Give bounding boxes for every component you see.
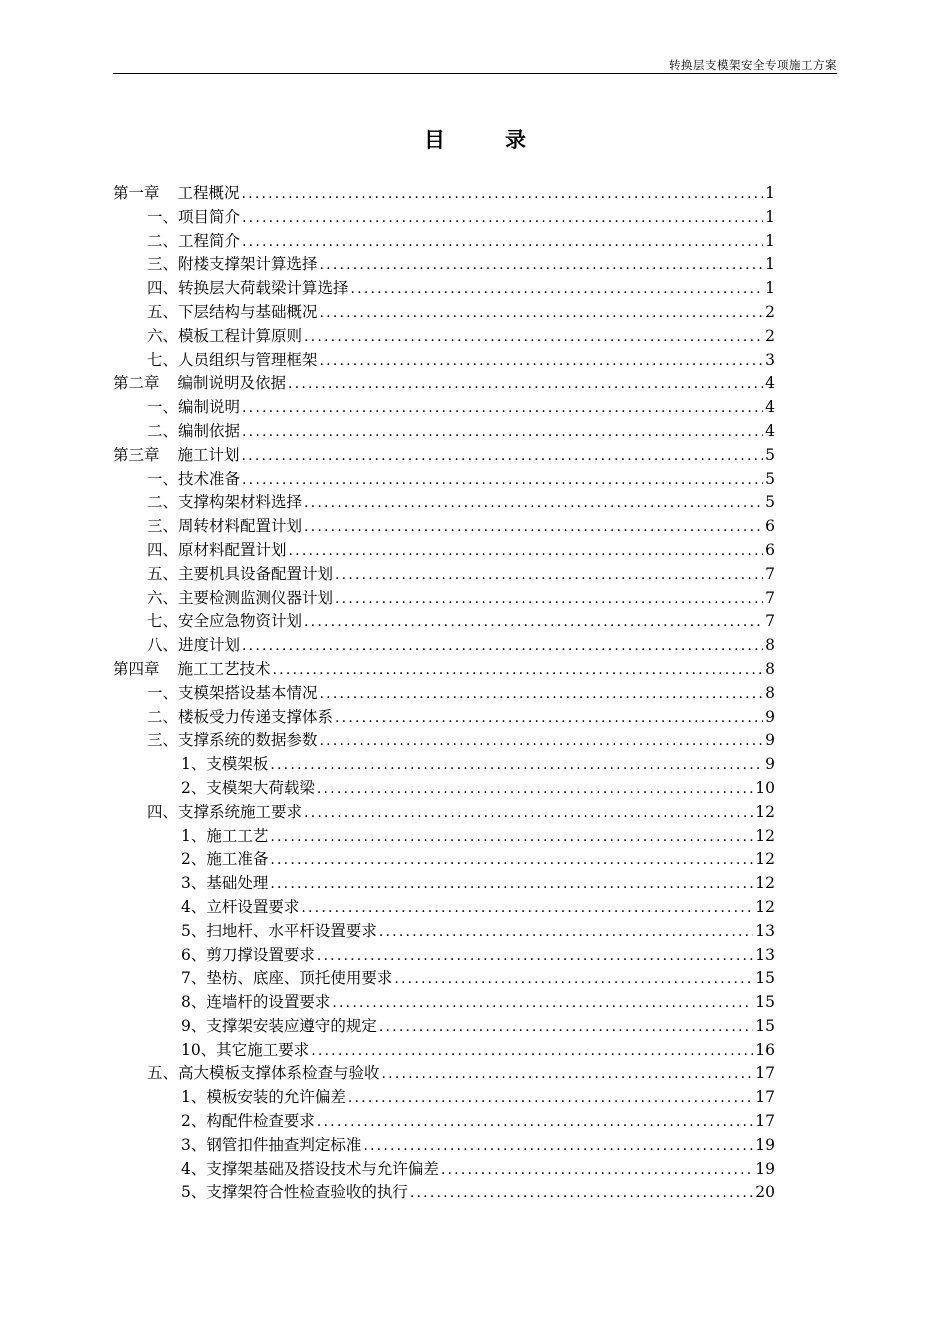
toc-page-number: 2	[765, 326, 775, 345]
toc-entry-title: 第四章	[113, 659, 160, 678]
toc-entry-title: 二、工程简介	[147, 231, 241, 250]
toc-entry-title: 三、附楼支撑架计算选择	[147, 255, 318, 274]
toc-page-number: 17	[755, 1112, 775, 1131]
toc-entry[interactable]	[113, 420, 775, 444]
toc-leader-dots	[441, 1159, 753, 1183]
toc-leader-dots	[311, 1040, 753, 1064]
toc-entry[interactable]	[113, 825, 775, 849]
toc-entry-title: 八、进度计划	[147, 636, 241, 655]
toc-entry-label	[113, 372, 286, 396]
toc-entry[interactable]	[113, 396, 775, 420]
toc-entry-label	[181, 825, 268, 849]
toc-entry-label	[147, 325, 302, 349]
toc-leader-dots	[304, 326, 763, 350]
toc-leader-dots	[289, 540, 764, 564]
toc-entry[interactable]	[113, 753, 775, 777]
toc-entry[interactable]	[113, 1181, 775, 1205]
toc-entry-title: 七、安全应急物资计划	[147, 612, 303, 631]
toc-chapter-title: 工程概况	[177, 184, 240, 202]
toc-page-number: 19	[755, 1159, 775, 1178]
toc-leader-dots	[288, 373, 763, 397]
toc-leader-dots	[335, 588, 763, 612]
toc-entry-title: 5、扫地杆、水平杆设置要求	[181, 921, 377, 940]
toc-page-number: 16	[755, 1040, 775, 1059]
toc-entry[interactable]	[113, 277, 775, 301]
toc-entry-label	[147, 634, 240, 658]
toc-entry-label	[147, 349, 318, 373]
toc-entry[interactable]	[113, 325, 775, 349]
toc-entry-label	[181, 872, 268, 896]
toc-leader-dots	[394, 968, 753, 992]
toc-chapter-title: 施工工艺技术	[177, 659, 271, 678]
toc-entry[interactable]	[113, 634, 775, 658]
toc-leader-dots	[320, 302, 764, 326]
toc-entry[interactable]	[113, 539, 775, 563]
toc-page-number: 1	[765, 255, 775, 274]
toc-entry[interactable]	[113, 1158, 775, 1182]
toc-leader-dots	[242, 445, 764, 469]
toc-leader-dots	[301, 897, 753, 921]
toc-entry[interactable]	[113, 801, 775, 825]
toc-page-number: 9	[765, 707, 775, 726]
toc-entry-label	[181, 944, 315, 968]
toc-entry-title: 4、支撑架基础及搭设技术与允许偏差	[181, 1159, 439, 1178]
toc-page-number: 4	[765, 398, 775, 417]
toc-entry-label	[147, 230, 240, 254]
toc-entry-label	[147, 587, 333, 611]
toc-page-number: 7	[765, 564, 775, 583]
toc-entry[interactable]	[113, 1086, 775, 1110]
toc-entry-label	[147, 468, 240, 492]
toc-entry-title: 3、钢管扣件抽查判定标准	[181, 1135, 362, 1154]
toc-entry-title: 5、支撑架符合性检查验收的执行	[181, 1183, 408, 1202]
toc-page-number: 2	[765, 302, 775, 321]
toc-entry-label	[147, 706, 333, 730]
toc-entry-title: 1、施工工艺	[181, 826, 269, 845]
toc-leader-dots	[320, 350, 764, 374]
toc-entry-title: 三、周转材料配置计划	[147, 517, 303, 536]
toc-entry-title: 六、主要检测监测仪器计划	[147, 588, 334, 607]
toc-entry-label	[147, 396, 240, 420]
toc-chapter-entry[interactable]	[113, 372, 775, 396]
toc-leader-dots	[332, 992, 753, 1016]
toc-leader-dots	[242, 635, 763, 659]
toc-entry-title: 三、支撑系统的数据参数	[147, 731, 318, 750]
toc-page-number: 10	[755, 778, 775, 797]
toc-entry-label	[113, 444, 240, 468]
toc-entry-label	[181, 753, 268, 777]
toc-entry[interactable]	[113, 1134, 775, 1158]
toc-entry[interactable]	[113, 1062, 775, 1086]
toc-entry-title: 五、下层结构与基础概况	[147, 302, 318, 321]
toc-entry[interactable]	[113, 1039, 775, 1063]
toc-entry-label	[147, 682, 318, 706]
toc-entry[interactable]	[113, 872, 775, 896]
toc-page-number: 1	[765, 279, 775, 298]
toc-page-number: 5	[765, 445, 775, 464]
toc-entry-label	[147, 563, 333, 587]
toc-page-number: 6	[765, 517, 775, 536]
toc-leader-dots	[304, 611, 763, 635]
toc-leader-dots	[242, 397, 763, 421]
toc-leader-dots	[317, 945, 753, 969]
toc-entry-title: 1、支模架板	[181, 755, 269, 774]
toc-entry-title: 6、剪刀撑设置要求	[181, 945, 315, 964]
toc-entry[interactable]	[113, 253, 775, 277]
toc-entry[interactable]	[113, 777, 775, 801]
toc-leader-dots	[410, 1182, 753, 1206]
toc-page-number: 3	[765, 350, 775, 369]
toc-entry-label	[147, 301, 318, 325]
toc-entry-title: 第三章	[113, 445, 160, 464]
toc-entry-label	[147, 1062, 380, 1086]
toc-entry-label	[181, 896, 299, 920]
toc-entry-title: 8、连墙杆的设置要求	[181, 993, 331, 1012]
toc-entry[interactable]	[113, 1015, 775, 1039]
toc-leader-dots	[242, 469, 763, 493]
toc-entry-label	[147, 515, 302, 539]
header-title: 转换层支模架安全专项施工方案	[669, 58, 837, 72]
toc-leader-dots	[335, 564, 763, 588]
toc-page-number: 4	[765, 421, 775, 440]
toc-entry-label	[147, 277, 349, 301]
toc-entry[interactable]	[113, 944, 775, 968]
toc-leader-dots	[270, 826, 753, 850]
toc-leader-dots	[270, 754, 763, 778]
toc-page-number: 5	[765, 469, 775, 488]
toc-leader-dots	[335, 707, 763, 731]
page-title	[0, 124, 950, 154]
toc-entry-title: 四、支撑系统施工要求	[147, 802, 303, 821]
toc-leader-dots	[242, 421, 763, 445]
toc-entry-label	[181, 1086, 346, 1110]
toc-leader-dots	[363, 1135, 753, 1159]
toc-entry-label	[147, 539, 287, 563]
toc-entry-label	[147, 610, 302, 634]
toc-entry-label	[147, 491, 302, 515]
toc-page-number: 7	[765, 588, 775, 607]
toc-chapter-title: 编制说明及依据	[177, 374, 287, 393]
toc-entry[interactable]	[113, 610, 775, 634]
toc-entry-title: 第二章	[113, 374, 160, 393]
toc-leader-dots	[242, 207, 763, 231]
toc-entry-title: 五、高大模板支撑体系检查与验收	[147, 1064, 380, 1083]
toc-leader-dots	[242, 231, 763, 255]
toc-leader-dots	[317, 778, 753, 802]
toc-entry[interactable]	[113, 967, 775, 991]
toc-leader-dots	[304, 492, 763, 516]
toc-page-number: 15	[755, 969, 775, 988]
toc-page-number: 12	[755, 874, 775, 893]
toc-entry[interactable]	[113, 563, 775, 587]
toc-chapter-entry[interactable]	[113, 444, 775, 468]
toc-page-number: 13	[755, 921, 775, 940]
title-char-1: 目	[424, 127, 445, 152]
toc-entry[interactable]	[113, 515, 775, 539]
toc-page-number: 8	[765, 683, 775, 702]
toc-page-number: 8	[765, 659, 775, 678]
toc-entry-title: 9、支撑架安装应遵守的规定	[181, 1016, 377, 1035]
toc-entry-label	[181, 1015, 377, 1039]
toc-entry-title: 二、编制依据	[147, 421, 241, 440]
toc-entry-title: 六、模板工程计算原则	[147, 326, 303, 345]
toc-entry-label	[147, 206, 240, 230]
toc-entry[interactable]	[113, 706, 775, 730]
toc-page-number: 20	[755, 1183, 775, 1202]
toc-entry-title: 3、基础处理	[181, 874, 269, 893]
toc-entry-title: 二、楼板受力传递支撑体系	[147, 707, 334, 726]
toc-entry-label	[181, 1039, 309, 1063]
toc-entry-title: 10、其它施工要求	[181, 1040, 310, 1059]
toc-page-number: 19	[755, 1135, 775, 1154]
toc-entry[interactable]	[113, 682, 775, 706]
toc-entry-label	[181, 848, 268, 872]
toc-entry-title: 一、项目简介	[147, 207, 241, 226]
toc-entry-title: 四、转换层大荷载梁计算选择	[147, 279, 349, 298]
toc-entry-title: 2、构配件检查要求	[181, 1112, 315, 1131]
toc-entry-title: 7、垫枋、底座、顶托使用要求	[181, 969, 393, 988]
toc-entry-title: 一、编制说明	[147, 398, 241, 417]
toc-entry[interactable]	[113, 848, 775, 872]
toc-leader-dots	[320, 683, 764, 707]
toc-page-number: 13	[755, 945, 775, 964]
toc-leader-dots	[348, 1087, 753, 1111]
page-header	[113, 55, 837, 74]
toc-entry-label	[181, 1181, 408, 1205]
toc-entry-title: 第一章	[113, 184, 160, 202]
title-char-2: 录	[505, 127, 526, 152]
toc-page-number: 7	[765, 612, 775, 631]
toc-entry-label	[181, 777, 315, 801]
toc-entry-label	[181, 1110, 315, 1134]
toc-entry-label	[147, 253, 318, 277]
toc-page-number: 5	[765, 493, 775, 512]
toc-page-number: 15	[755, 993, 775, 1012]
toc-entry[interactable]	[113, 896, 775, 920]
toc-entry[interactable]	[113, 991, 775, 1015]
toc-page-number: 6	[765, 540, 775, 559]
toc-page-number: 12	[755, 826, 775, 845]
toc-entry-title: 一、支模架搭设基本情况	[147, 683, 318, 702]
toc-leader-dots	[304, 802, 753, 826]
toc-chapter-title: 施工计划	[177, 445, 240, 464]
toc-entry-title: 五、主要机具设备配置计划	[147, 564, 334, 583]
toc-leader-dots	[270, 849, 753, 873]
toc-leader-dots	[270, 873, 753, 897]
toc-leader-dots	[379, 1016, 753, 1040]
toc-chapter-entry[interactable]	[113, 658, 775, 682]
toc-entry-title: 四、原材料配置计划	[147, 540, 287, 559]
toc-entry-title: 七、人员组织与管理框架	[147, 350, 318, 369]
toc-entry[interactable]	[113, 468, 775, 492]
toc-page-number: 12	[755, 897, 775, 916]
toc-entry-label	[181, 1134, 361, 1158]
table-of-contents	[113, 182, 775, 1205]
toc-leader-dots	[273, 659, 764, 683]
toc-page-number: 15	[755, 1016, 775, 1035]
toc-entry[interactable]	[113, 1110, 775, 1134]
toc-page-number: 8	[765, 636, 775, 655]
toc-entry-title: 二、支撑构架材料选择	[147, 493, 303, 512]
toc-page-number: 17	[755, 1064, 775, 1083]
toc-entry[interactable]	[113, 206, 775, 230]
toc-leader-dots	[379, 921, 753, 945]
toc-page-number: 1	[765, 184, 775, 202]
toc-entry-title: 2、支模架大荷载梁	[181, 778, 315, 797]
toc-entry-title: 4、立杆设置要求	[181, 897, 300, 916]
toc-entry-label	[147, 801, 302, 825]
toc-page-number: 1	[765, 231, 775, 250]
toc-entry[interactable]	[113, 491, 775, 515]
toc-entry-label	[113, 182, 240, 206]
toc-page-number: 12	[755, 802, 775, 821]
toc-entry[interactable]	[113, 729, 775, 753]
toc-leader-dots	[317, 1111, 753, 1135]
toc-entry[interactable]	[113, 587, 775, 611]
toc-entry-label	[113, 658, 271, 682]
toc-leader-dots	[320, 730, 764, 754]
toc-entry-label	[181, 991, 330, 1015]
toc-leader-dots	[304, 516, 763, 540]
toc-entry-label	[181, 967, 392, 991]
toc-page-number: 4	[765, 374, 775, 393]
toc-entry-title: 一、技术准备	[147, 469, 241, 488]
toc-entry-title: 2、施工准备	[181, 850, 269, 869]
toc-page-number: 9	[765, 731, 775, 750]
toc-chapter-entry[interactable]	[113, 182, 775, 206]
toc-entry-label	[147, 729, 318, 753]
toc-page-number: 1	[765, 207, 775, 226]
toc-leader-dots	[320, 254, 764, 278]
toc-entry[interactable]	[113, 920, 775, 944]
toc-entry-label	[147, 420, 240, 444]
toc-entry[interactable]	[113, 301, 775, 325]
toc-leader-dots	[351, 278, 764, 302]
toc-leader-dots	[382, 1063, 754, 1087]
toc-leader-dots	[242, 183, 764, 207]
toc-entry[interactable]	[113, 230, 775, 254]
toc-page-number: 9	[765, 755, 775, 774]
toc-entry-label	[181, 1158, 439, 1182]
toc-page-number: 12	[755, 850, 775, 869]
toc-entry[interactable]	[113, 349, 775, 373]
toc-entry-label	[181, 920, 377, 944]
toc-page-number: 17	[755, 1088, 775, 1107]
toc-entry-title: 1、模板安装的允许偏差	[181, 1088, 346, 1107]
